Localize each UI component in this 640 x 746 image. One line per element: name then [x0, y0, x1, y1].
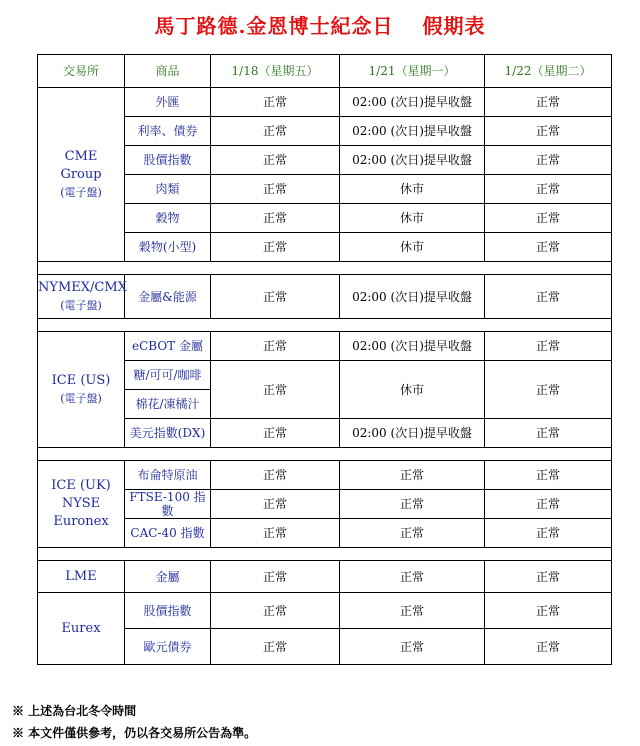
exchange-name: CME	[64, 148, 98, 164]
table-row	[38, 88, 612, 117]
status-cell: 正常	[485, 332, 612, 361]
status-cell: 正常	[485, 561, 612, 593]
product-cell: 棉花/凍橘汁	[125, 390, 211, 419]
product-cell: 穀物	[125, 204, 211, 233]
status-cell: 02:00 (次日)提早收盤	[340, 332, 485, 361]
product-cell: 外匯	[125, 88, 211, 117]
product-cell: eCBOT 金屬	[125, 332, 211, 361]
status-cell: 正常	[211, 117, 340, 146]
table-row	[38, 204, 612, 233]
status-cell: 正常	[485, 146, 612, 175]
status-cell: 正常	[485, 593, 612, 629]
product-cell: 歐元債券	[125, 629, 211, 665]
status-cell: 正常	[211, 233, 340, 262]
table-row	[38, 461, 612, 490]
status-cell: 正常	[211, 519, 340, 548]
exchange-name: ICE (US)	[51, 372, 111, 388]
exchange-cell	[38, 88, 125, 262]
status-cell: 02:00 (次日)提早收盤	[340, 275, 485, 319]
exchange-name: LME	[65, 568, 97, 584]
table-row	[38, 629, 612, 665]
table-row	[38, 519, 612, 548]
product-cell: 糖/可可/咖啡	[125, 361, 211, 390]
status-cell: 正常	[340, 519, 485, 548]
exchange-name: Euronex	[53, 514, 109, 529]
table-row	[38, 332, 612, 361]
product-cell: 金屬&能源	[125, 275, 211, 319]
group-separator	[38, 448, 612, 461]
footnote-timezone: ※ 上述為台北冬令時間	[12, 704, 137, 718]
status-cell: 02:00 (次日)提早收盤	[340, 146, 485, 175]
table-row	[38, 233, 612, 262]
column-header-jan22: 1/22（星期二）	[485, 55, 612, 88]
exchange-name: NYSE	[61, 496, 101, 511]
product-cell: 布侖特原油	[125, 461, 211, 490]
exchange-cell	[38, 275, 125, 319]
status-cell: 正常	[485, 117, 612, 146]
product-cell: 股價指數	[125, 593, 211, 629]
exchange-note: (電子盤)	[60, 298, 102, 312]
table-row	[38, 175, 612, 204]
status-cell: 正常	[211, 332, 340, 361]
exchange-cell	[38, 332, 125, 448]
table-row	[38, 561, 612, 593]
status-cell: 正常	[340, 561, 485, 593]
exchange-name: NYMEX/CMX	[38, 279, 127, 295]
table-row	[38, 419, 612, 448]
page-title: 馬丁路德.金恩博士紀念日 假期表	[154, 14, 486, 38]
status-cell: 正常	[340, 593, 485, 629]
product-cell: CAC-40 指數	[125, 519, 211, 548]
column-header-product: 商品	[125, 55, 211, 88]
exchange-cell	[38, 561, 125, 593]
status-cell: 休市	[340, 361, 485, 419]
status-cell: 正常	[340, 629, 485, 665]
status-cell: 正常	[485, 519, 612, 548]
exchange-cell	[38, 593, 125, 665]
table-row	[38, 117, 612, 146]
footnotes	[12, 700, 256, 744]
table-row	[38, 490, 612, 519]
status-cell: 正常	[211, 419, 340, 448]
footnote-disclaimer: ※ 本文件僅供參考，仍以各交易所公告為準。	[12, 726, 257, 740]
status-cell: 正常	[485, 88, 612, 117]
status-cell: 正常	[485, 361, 612, 419]
status-cell: 正常	[211, 146, 340, 175]
status-cell: 正常	[211, 561, 340, 593]
product-cell: 美元指數(DX)	[125, 419, 211, 448]
status-cell: 休市	[340, 233, 485, 262]
group-separator	[38, 262, 612, 275]
status-cell: 正常	[211, 175, 340, 204]
status-cell: 02:00 (次日)提早收盤	[340, 419, 485, 448]
status-cell: 正常	[211, 490, 340, 519]
status-cell: 正常	[485, 629, 612, 665]
product-cell: 利率、債券	[125, 117, 211, 146]
column-header-exchange: 交易所	[38, 55, 125, 88]
status-cell: 休市	[340, 175, 485, 204]
product-cell: FTSE-100 指數	[125, 490, 211, 519]
table-row	[38, 593, 612, 629]
table-row	[38, 146, 612, 175]
exchange-name: ICE (UK)	[51, 478, 111, 493]
product-cell: 肉類	[125, 175, 211, 204]
status-cell: 02:00 (次日)提早收盤	[340, 117, 485, 146]
status-cell: 正常	[485, 275, 612, 319]
status-cell: 正常	[211, 461, 340, 490]
column-header-jan18: 1/18（星期五）	[211, 55, 340, 88]
exchange-note: (電子盤)	[60, 391, 102, 405]
product-cell: 金屬	[125, 561, 211, 593]
status-cell: 休市	[340, 204, 485, 233]
exchange-name: Eurex	[61, 620, 101, 636]
product-cell: 穀物(小型)	[125, 233, 211, 262]
status-cell: 正常	[485, 490, 612, 519]
exchange-cell	[38, 461, 125, 548]
table-header-row	[38, 55, 612, 88]
status-cell: 正常	[485, 233, 612, 262]
exchange-name: Group	[60, 166, 102, 182]
status-cell: 02:00 (次日)提早收盤	[340, 88, 485, 117]
status-cell: 正常	[211, 629, 340, 665]
table-row	[38, 275, 612, 319]
status-cell: 正常	[211, 593, 340, 629]
group-separator	[38, 548, 612, 561]
status-cell: 正常	[340, 490, 485, 519]
group-separator	[38, 319, 612, 332]
status-cell: 正常	[340, 461, 485, 490]
status-cell: 正常	[211, 204, 340, 233]
table-row	[38, 361, 612, 390]
status-cell: 正常	[485, 461, 612, 490]
status-cell: 正常	[211, 275, 340, 319]
exchange-note: (電子盤)	[60, 185, 102, 199]
product-cell: 股價指數	[125, 146, 211, 175]
status-cell: 正常	[485, 175, 612, 204]
status-cell: 正常	[211, 361, 340, 419]
column-header-jan21: 1/21（星期一）	[340, 55, 485, 88]
status-cell: 正常	[485, 204, 612, 233]
status-cell: 正常	[485, 419, 612, 448]
holiday-schedule-table	[37, 54, 612, 665]
status-cell: 正常	[211, 88, 340, 117]
